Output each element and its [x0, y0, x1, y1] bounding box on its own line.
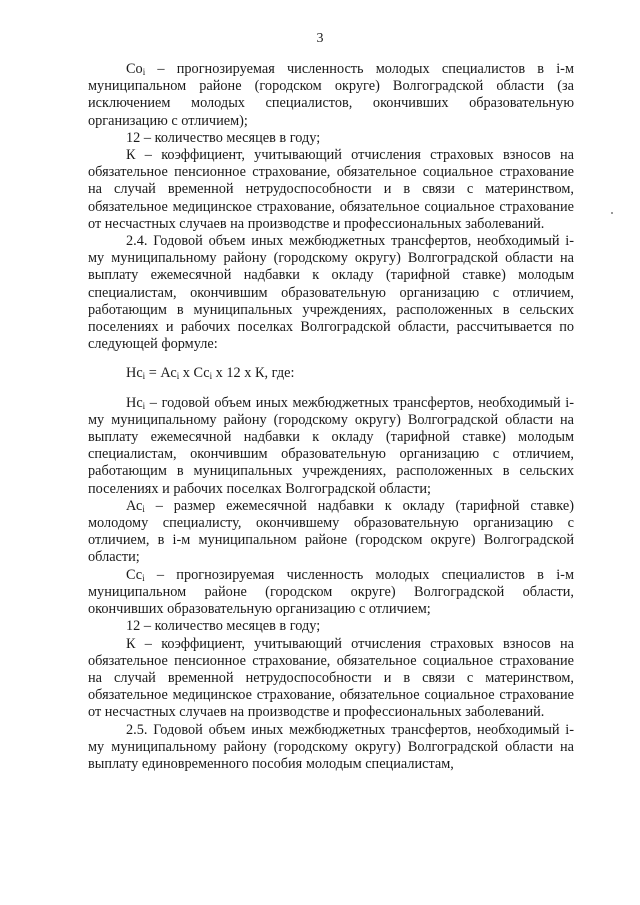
- definition-co: $Co_i$ – прогнозируемая численность молодых специалистов в i-м муниципальном районе (городском округе) Волгоградской области (за исключением молодых специалистов, окончивших образовательную организацию с отличием);: [88, 61, 574, 129]
- paragraph-section-2-4: 2.4. Годовой объем иных межбюджетных трансфертов, необходимый i-му муниципальному району (городскому округу) Волгоградской области на выплату ежемесячной надбавки к окладу (тарифной ставке) молодым специалистам, окончившим образовательную организацию с отличием, работающим в муниципальных учреждениях, расположенных в сельских поселениях и рабочих поселках Волгоградской области, рассчитывается по следующей формуле:: [88, 233, 574, 353]
- variable-co: Co: [126, 61, 143, 77]
- document-body: [88, 61, 574, 773]
- paragraph-section-2-5: 2.5. Годовой объем иных межбюджетных трансфертов, необходимый i-му муниципальному району (городскому округу) Волгоградской области на выплату единовременного пособия молодым специалистам,: [88, 721, 574, 772]
- definition-text: – прогнозируемая численность молодых специалистов в i-м муниципальном районе (городском округе) Волгоградской области (за исключением молодых специалистов, окончивших образовательную организацию с отличием);: [88, 61, 574, 129]
- paragraph-coefficient: К – коэффициент, учитывающий отчисления страховых взносов на обязательное пенсионное страхование, обязательное социальное страхование на случай временной нетрудоспособности и в связи с материнством, обязательное медицинское страхование, обязательное социальное страхование от несчастных случаев на производстве и профессиональных заболеваний.: [88, 147, 574, 232]
- page-number: 3: [316, 31, 324, 46]
- formula: $Нс_i = Ас_i$ х $Сс_i$ х 12 х К, где:: [126, 365, 295, 382]
- paragraph-months: 12 – количество месяцев в году;: [126, 129, 321, 146]
- definition-ac: $Ас_i$ – размер ежемесячной надбавки к окладу (тарифной ставке) молодому специалисту, окончившему образовательную организацию с отличием, в i-м муниципальном районе (городском округе) Волгоградской области;: [88, 497, 574, 566]
- margin-mark: [611, 212, 613, 214]
- paragraph-coefficient-2: К – коэффициент, учитывающий отчисления страховых взносов на обязательное пенсионное страхование, обязательное социальное страхование на случай временной нетрудоспособности и в связи с материнством, обязательное медицинское страхование, обязательное социальное страхование от несчастных случаев на производстве и профессиональных заболеваний.: [88, 635, 574, 721]
- variable-ac: Ас: [126, 497, 143, 514]
- definition-nc: $Нс_i$ – годовой объем иных межбюджетных трансфертов, необходимый i-му муниципальному району (городскому округу) Волгоградской области на выплату ежемесячной надбавки к окладу (тарифной ставке) молодым специалистам, окончившим образовательную организацию с отличием, работающим в муниципальных учреждениях, расположенных в сельских поселениях и рабочих поселках Волгоградской области;: [88, 394, 574, 497]
- variable-nc: Нс: [126, 394, 143, 411]
- definition-cc: $Сс_i$ – прогнозируемая численность молодых специалистов в i-м муниципальном районе (городском округе) Волгоградской области, окончивших образовательную организацию с отличием;: [88, 566, 574, 618]
- paragraph-months-2: 12 – количество месяцев в году;: [126, 618, 321, 635]
- variable-cc: Сс: [126, 566, 143, 583]
